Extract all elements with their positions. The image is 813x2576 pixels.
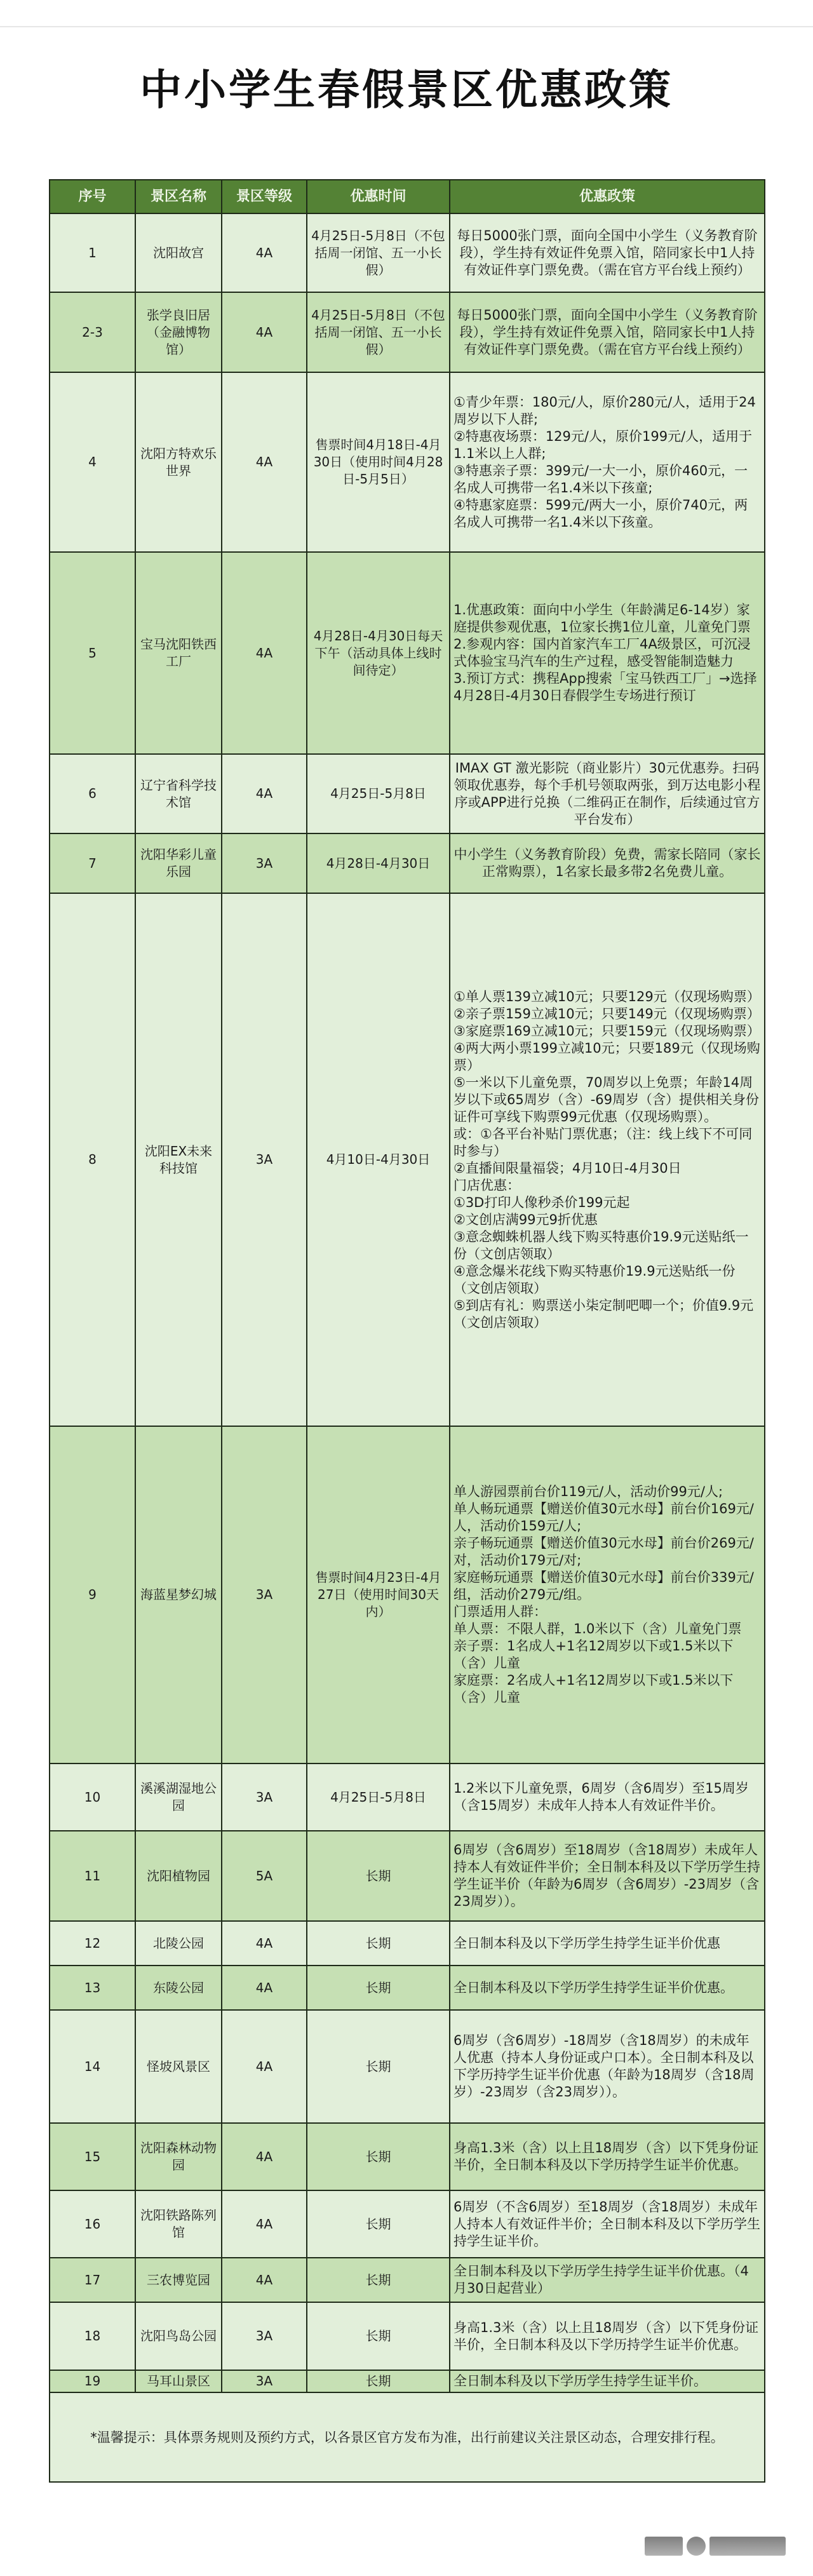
table-row bbox=[50, 372, 765, 552]
header-policy: 优惠政策 bbox=[450, 180, 765, 213]
cell-time: 4月28日-4月30日每天下午（活动具体上线时间待定） bbox=[307, 552, 450, 754]
warm-tip-note: *温馨提示：具体票务规则及预约方式，以各景区官方发布为准，出行前建议关注景区动态，合理安排行程。 bbox=[50, 2392, 765, 2482]
cell-level: 4A bbox=[222, 1921, 307, 1966]
header-time: 优惠时间 bbox=[307, 180, 450, 213]
table-row bbox=[50, 2190, 765, 2258]
cell-name: 沈阳植物园 bbox=[135, 1831, 222, 1921]
cell-time: 长期 bbox=[307, 2370, 450, 2392]
cell-policy: 每日5000张门票，面向全国中小学生（义务教育阶段），学生持有效证件免票入馆，陪同家长中1人持有效证件享门票免费。（需在官方平台线上预约） bbox=[450, 213, 765, 292]
cell-level: 4A bbox=[222, 754, 307, 833]
cell-policy: 全日制本科及以下学历学生持学生证半价优惠。（4月30日起营业） bbox=[450, 2258, 765, 2302]
cell-policy: 每日5000张门票，面向全国中小学生（义务教育阶段），学生持有效证件免票入馆，陪同家长中1人持有效证件享门票免费。（需在官方平台线上预约） bbox=[450, 292, 765, 372]
cell-no: 5 bbox=[50, 552, 135, 754]
header-no: 序号 bbox=[50, 180, 135, 213]
cell-level: 4A bbox=[222, 2258, 307, 2302]
header-name: 景区名称 bbox=[135, 180, 222, 213]
cell-level: 3A bbox=[222, 833, 307, 893]
cell-no: 4 bbox=[50, 372, 135, 552]
cell-name: 沈阳华彩儿童乐园 bbox=[135, 833, 222, 893]
cell-time: 长期 bbox=[307, 1966, 450, 2010]
cell-policy: 全日制本科及以下学历学生持学生证半价。 bbox=[450, 2370, 765, 2392]
cell-level: 3A bbox=[222, 1763, 307, 1831]
cell-policy: 6周岁（含6周岁）至18周岁（含18周岁）未成年人持本人有效证件半价；全日制本科及以下学历学生持学生证半价（年龄为6周岁（含6周岁）-23周岁（含23周岁））。 bbox=[450, 1831, 765, 1921]
cell-name: 东陵公园 bbox=[135, 1966, 222, 2010]
table-header-row bbox=[50, 180, 765, 213]
cell-name: 沈阳鸟岛公园 bbox=[135, 2302, 222, 2370]
cell-time: 4月10日-4月30日 bbox=[307, 893, 450, 1426]
cell-time: 长期 bbox=[307, 2010, 450, 2123]
cell-no: 17 bbox=[50, 2258, 135, 2302]
cell-no: 18 bbox=[50, 2302, 135, 2370]
cell-time: 4月25日-5月8日 bbox=[307, 754, 450, 833]
cell-no: 10 bbox=[50, 1763, 135, 1831]
cell-policy: IMAX GT 激光影院（商业影片）30元优惠券。扫码领取优惠券，每个手机号领取两张，到万达电影小程序或APP进行兑换（二维码正在制作，后续通过官方平台发布） bbox=[450, 754, 765, 833]
table-row bbox=[50, 1966, 765, 2010]
top-divider bbox=[0, 26, 813, 27]
watermark bbox=[645, 2535, 794, 2558]
table-row bbox=[50, 2302, 765, 2370]
table-row bbox=[50, 2258, 765, 2302]
page-title: 中小学生春假景区优惠政策 bbox=[140, 65, 673, 114]
cell-name: 怪坡风景区 bbox=[135, 2010, 222, 2123]
cell-policy: 6周岁（含6周岁）-18周岁（含18周岁）的未成年人优惠（持本人身份证或户口本）。全日制本科及以下学历持学生证半价优惠（年龄为18周岁（含18周岁）-23周岁（含23周岁））。 bbox=[450, 2010, 765, 2123]
table-row bbox=[50, 552, 765, 754]
cell-policy: 1.2米以下儿童免票，6周岁（含6周岁）至15周岁（含15周岁）未成年人持本人有效证件半价。 bbox=[450, 1763, 765, 1831]
cell-name: 海蓝星梦幻城 bbox=[135, 1426, 222, 1763]
cell-level: 4A bbox=[222, 2010, 307, 2123]
cell-policy: 身高1.3米（含）以上且18周岁（含）以下凭身份证半价，全日制本科及以下学历持学生证半价优惠。 bbox=[450, 2302, 765, 2370]
table-row bbox=[50, 2123, 765, 2190]
cell-time: 长期 bbox=[307, 2190, 450, 2258]
cell-no: 11 bbox=[50, 1831, 135, 1921]
cell-name: 溪溪湖湿地公园 bbox=[135, 1763, 222, 1831]
cell-level: 4A bbox=[222, 1966, 307, 2010]
cell-name: 沈阳故宫 bbox=[135, 213, 222, 292]
cell-level: 4A bbox=[222, 372, 307, 552]
cell-no: 2-3 bbox=[50, 292, 135, 372]
cell-level: 3A bbox=[222, 2302, 307, 2370]
cell-no: 8 bbox=[50, 893, 135, 1426]
cell-no: 7 bbox=[50, 833, 135, 893]
cell-time: 长期 bbox=[307, 2258, 450, 2302]
cell-no: 6 bbox=[50, 754, 135, 833]
table-row bbox=[50, 1831, 765, 1921]
cell-time: 长期 bbox=[307, 2123, 450, 2190]
cell-policy: 1.优惠政策：面向中小学生（年龄满足6-14岁）家庭提供参观优惠，1位家长携1位儿童，儿童免门票 2.参观内容：国内首家汽车工厂4A级景区，可沉浸式体验宝马汽车的生产过程，感受智能制造魅力 3.预订方式：携程App搜索「宝马铁西工厂」→选择4月28日-4月30日春假学生专场进行预订 bbox=[450, 552, 765, 754]
cell-policy: ①青少年票：180元/人，原价280元/人，适用于24周岁以下人群; ②特惠夜场票：129元/人，原价199元/人，适用于1.1米以上人群; ③特惠亲子票：399元/一大一小，原价460元，一名成人可携带一名1.4米以下孩童; ④特惠家庭票：599元/两大一小，原价740元，两名成人可携带一名1.4米以下孩童。 bbox=[450, 372, 765, 552]
cell-no: 16 bbox=[50, 2190, 135, 2258]
cell-no: 1 bbox=[50, 213, 135, 292]
cell-level: 4A bbox=[222, 552, 307, 754]
cell-time: 长期 bbox=[307, 2302, 450, 2370]
table-row bbox=[50, 754, 765, 833]
cell-level: 3A bbox=[222, 2370, 307, 2392]
cell-time: 4月28日-4月30日 bbox=[307, 833, 450, 893]
cell-policy: 6周岁（不含6周岁）至18周岁（含18周岁）未成年人持本人有效证件半价；全日制本科及以下学历学生持学生证半价。 bbox=[450, 2190, 765, 2258]
table-row bbox=[50, 2370, 765, 2392]
cell-no: 13 bbox=[50, 1966, 135, 2010]
cell-name: 沈阳方特欢乐世界 bbox=[135, 372, 222, 552]
cell-name: 沈阳铁路陈列馆 bbox=[135, 2190, 222, 2258]
cell-time: 4月25日-5月8日（不包括周一闭馆、五一小长假） bbox=[307, 213, 450, 292]
policy-table bbox=[49, 179, 765, 2483]
cell-time: 售票时间4月18日-4月30日（使用时间4月28日-5月5日） bbox=[307, 372, 450, 552]
cell-no: 15 bbox=[50, 2123, 135, 2190]
table-row bbox=[50, 833, 765, 893]
cell-name: 沈阳森林动物园 bbox=[135, 2123, 222, 2190]
cell-name: 马耳山景区 bbox=[135, 2370, 222, 2392]
cell-policy: 全日制本科及以下学历学生持学生证半价优惠 bbox=[450, 1921, 765, 1966]
cell-level: 5A bbox=[222, 1831, 307, 1921]
table-row bbox=[50, 1426, 765, 1763]
cell-name: 三农博览园 bbox=[135, 2258, 222, 2302]
table-row bbox=[50, 1763, 765, 1831]
cell-time: 4月25日-5月8日（不包括周一闭馆、五一小长假） bbox=[307, 292, 450, 372]
cell-level: 4A bbox=[222, 2123, 307, 2190]
note-row bbox=[50, 2392, 765, 2482]
cell-policy: 单人游园票前台价119元/人，活动价99元/人; 单人畅玩通票【赠送价值30元水母】前台价169元/人，活动价159元/人; 亲子畅玩通票【赠送价值30元水母】前台价269元/对，活动价179元/对; 家庭畅玩通票【赠送价值30元水母】前台价339元/组，活动价279元/组。 门票适用人群： 单人票：不限人群，1.0米以下（含）儿童免门票 亲子票：1名成人+1名12周岁以下或1.5米以下（含）儿童 家庭票：2名成人+1名12周岁以下或1.5米以下（含）儿童 bbox=[450, 1426, 765, 1763]
cell-name: 沈阳EX未来科技馆 bbox=[135, 893, 222, 1426]
cell-no: 19 bbox=[50, 2370, 135, 2392]
cell-name: 张学良旧居（金融博物馆） bbox=[135, 292, 222, 372]
header-level: 景区等级 bbox=[222, 180, 307, 213]
cell-policy: 身高1.3米（含）以上且18周岁（含）以下凭身份证半价，全日制本科及以下学历持学生证半价优惠。 bbox=[450, 2123, 765, 2190]
table-row bbox=[50, 2010, 765, 2123]
cell-time: 长期 bbox=[307, 1921, 450, 1966]
cell-level: 4A bbox=[222, 2190, 307, 2258]
cell-no: 14 bbox=[50, 2010, 135, 2123]
cell-name: 宝马沈阳铁西工厂 bbox=[135, 552, 222, 754]
cell-level: 3A bbox=[222, 893, 307, 1426]
cell-level: 3A bbox=[222, 1426, 307, 1763]
cell-policy: 中小学生（义务教育阶段）免费，需家长陪同（家长正常购票），1名家长最多带2名免费儿童。 bbox=[450, 833, 765, 893]
table-row bbox=[50, 1921, 765, 1966]
cell-no: 9 bbox=[50, 1426, 135, 1763]
cell-name: 辽宁省科学技术馆 bbox=[135, 754, 222, 833]
cell-level: 4A bbox=[222, 292, 307, 372]
cell-time: 长期 bbox=[307, 1831, 450, 1921]
cell-level: 4A bbox=[222, 213, 307, 292]
cell-no: 12 bbox=[50, 1921, 135, 1966]
cell-time: 售票时间4月23日-4月27日（使用时间30天内） bbox=[307, 1426, 450, 1763]
cell-policy: ①单人票139立减10元；只要129元（仅现场购票） ②亲子票159立减10元；只要149元（仅现场购票） ③家庭票169立减10元；只要159元（仅现场购票） ④两大两小票199立减10元；只要189元（仅现场购票） ⑤一米以下儿童免票，70周岁以上免票；年龄14周岁以下或65周岁（含）-69周岁（含）提供相关身份证件可享线下购票99元优惠（仅现场购票）。 或：①各平台补贴门票优惠；（注：线上线下不可同时参与） ②直播间限量福袋；4月10日-4月30日 门店优惠： ①3D打印人像秒杀价199元起 ②文创店满99元9折优惠 ③意念蜘蛛机器人线下购买特惠价19.9元送贴纸一份（文创店领取） ④意念爆米花线下购买特惠价19.9元送贴纸一份（文创店领取） ⑤到店有礼：购票送小柒定制吧唧一个；价值9.9元（文创店领取） bbox=[450, 893, 765, 1426]
table-row bbox=[50, 213, 765, 292]
table-row bbox=[50, 893, 765, 1426]
cell-time: 4月25日-5月8日 bbox=[307, 1763, 450, 1831]
cell-policy: 全日制本科及以下学历学生持学生证半价优惠。 bbox=[450, 1966, 765, 2010]
cell-name: 北陵公园 bbox=[135, 1921, 222, 1966]
table-row bbox=[50, 292, 765, 372]
